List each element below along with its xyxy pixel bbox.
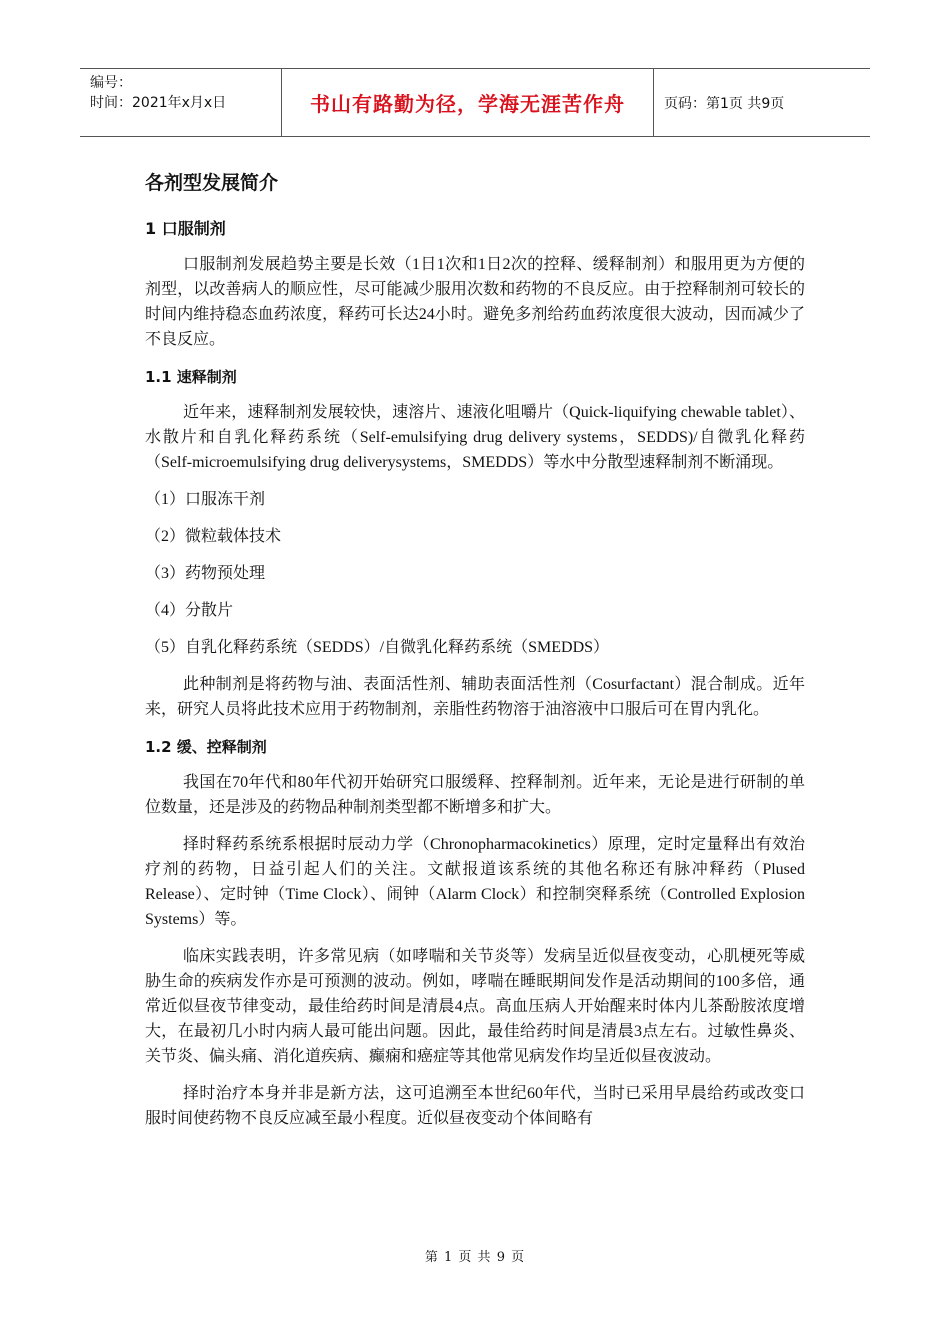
section-1-1-heading: 1.1 速释制剂 — [145, 368, 237, 386]
list-item: （4）分散片 — [145, 602, 234, 619]
section-1-heading: 1 口服制剂 — [145, 219, 226, 238]
section-1-2-paragraph: 择时释药系统系根据时辰动力学（Chronopharmacokinetics）原理，定时定量释出有效治疗剂的药物，日益引起人们的关注。文献报道该系统的其他名称还有脉冲释药（Plused Release）、定时钟（Time Clock）、闹钟（Alarm Clock）和控制突释系统（Controlled Explosion Systems）等。 — [145, 836, 805, 928]
header-motto: 书山有路勤为径，学海无涯苦作舟 — [282, 69, 654, 136]
section-1-1-paragraph: 近年来，速释制剂发展较快，速溶片、速液化咀嚼片（Quick-liquifying chewable tablet）、水散片和自乳化释药系统（Self-emulsifying drug delivery systems，SEDDS)/自微乳化释药（Self-microemulsifying drug deliverysystems，SMEDDS）等水中分散型速释制剂不断涌现。 — [145, 404, 805, 471]
list-item: （3）药物预处理 — [145, 565, 266, 582]
time-label: 时间：2021年x月x日 — [90, 95, 227, 111]
header-page-info: 页码：第1页 共9页 — [664, 95, 785, 112]
list-item: （2）微粒载体技术 — [145, 528, 282, 545]
section-1-2-paragraph: 择时治疗本身并非是新方法，这可追溯至本世纪60年代，当时已采用早晨给药或改变口服时间使药物不良反应减至最小程度。近似昼夜变动个体间略有 — [145, 1085, 805, 1127]
list-item: （5）自乳化释药系统（SEDDS）/自微乳化释药系统（SMEDDS） — [145, 639, 610, 656]
section-1-2-paragraph: 我国在70年代和80年代初开始研究口服缓释、控释制剂。近年来，无论是进行研制的单位数量，还是涉及的药物品种制剂类型都不断增多和扩大。 — [145, 774, 805, 816]
section-1-2-heading: 1.2 缓、控释制剂 — [145, 738, 267, 756]
number-label: 编号： — [90, 75, 132, 91]
document-body — [145, 168, 805, 1143]
section-1-2-paragraph: 临床实践表明，许多常见病（如哮喘和关节炎等）发病呈近似昼夜变动，心肌梗死等威胁生命的疾病发作亦是可预测的波动。例如，哮喘在睡眠期间发作是活动期间的100多倍，通常近似昼夜节律变动，最佳给药时间是清晨4点。高血压病人开始醒来时体内儿茶酚胺浓度增大，在最初几小时内病人最可能出问题。因此，最佳给药时间是清晨3点左右。过敏性鼻炎、关节炎、偏头痛、消化道疾病、癫痫和癌症等其他常见病发作均呈近似昼夜波动。 — [145, 948, 805, 1065]
header-meta — [80, 69, 282, 136]
page-footer: 第 1 页 共 9 页 — [424, 1250, 526, 1265]
section-1-1-paragraph: 此种制剂是将药物与油、表面活性剂、辅助表面活性剂（Cosurfactant）混合制成。近年来，研究人员将此技术应用于药物制剂，亲脂性药物溶于油溶液中口服后可在胃内乳化。 — [145, 676, 805, 718]
document-title: 各剂型发展简介 — [145, 172, 279, 194]
list-item: （1）口服冻干剂 — [145, 491, 266, 508]
page-header — [80, 68, 870, 137]
section-1-intro: 口服制剂发展趋势主要是长效（1日1次和1日2次的控释、缓释制剂）和服用更为方便的剂型，以改善病人的顺应性，尽可能减少服用次数和药物的不良反应。由于控释制剂可较长的时间内维持稳态血药浓度，释药可长达24小时。避免多剂给药血药浓度很大波动，因而减少了不良反应。 — [145, 256, 805, 348]
